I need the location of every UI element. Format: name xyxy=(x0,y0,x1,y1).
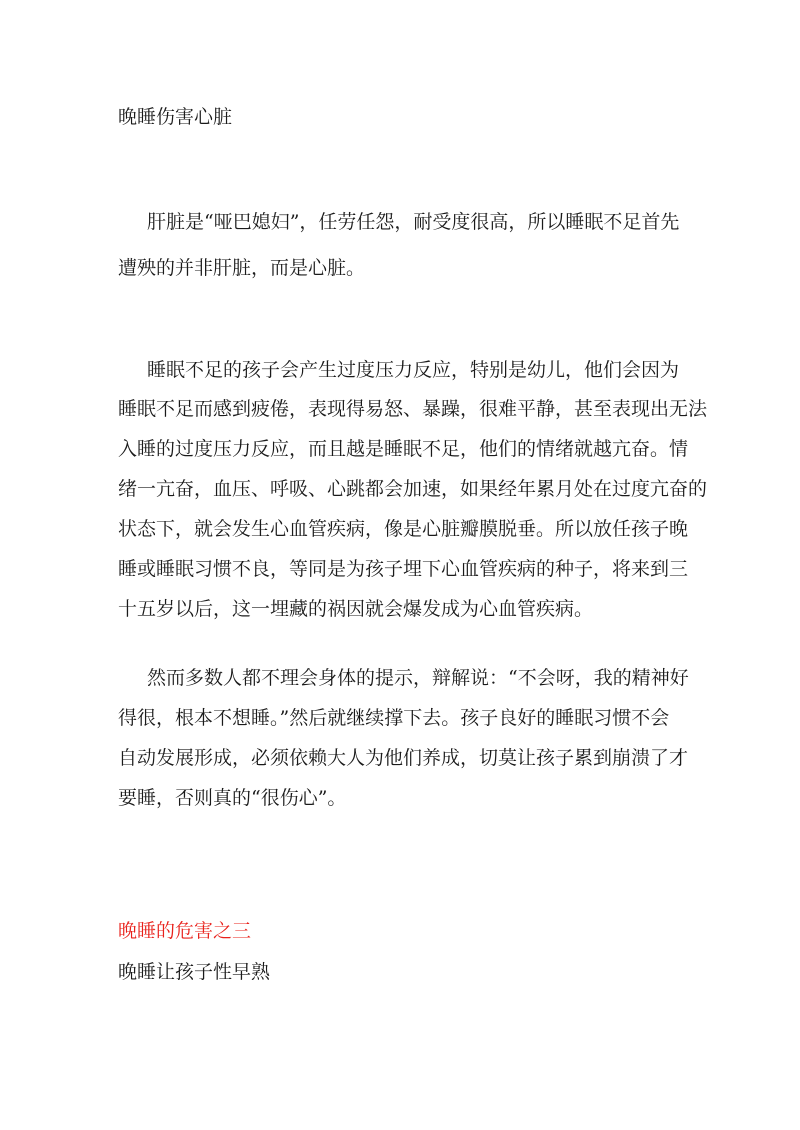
paragraph-line: 得很，根本不想睡。”然后就继续撑下去。孩子良好的睡眠习惯不会 xyxy=(118,707,670,729)
paragraph-line: 睡眠不足的孩子会产生过度压力反应，特别是幼儿，他们会因为 xyxy=(147,359,680,381)
paragraph-line: 十五岁以后，这一埋藏的祸因就会爆发成为心血管疾病。 xyxy=(118,598,594,620)
paragraph-line: 肝脏是“哑巴媳妇”，任劳任怨，耐受度很高，所以睡眠不足首先 xyxy=(147,211,680,233)
paragraph-line: 然而多数人都不理会身体的提示，辩解说：“不会呀，我的精神好 xyxy=(147,667,689,689)
paragraph-line: 要睡，否则真的“很伤心”。 xyxy=(118,787,347,809)
paragraph-line: 自动发展形成，必须依赖大人为他们养成，切莫让孩子累到崩溃了才 xyxy=(118,747,689,769)
paragraph-line: 睡眠不足而感到疲倦，表现得易怒、暴躁，很难平静，甚至表现出无法 xyxy=(118,398,708,420)
subtitle: 晚睡让孩子性早熟 xyxy=(118,961,271,983)
paragraph-line: 睡或睡眠习惯不良，等同是为孩子埋下心血管疾病的种子，将来到三 xyxy=(118,558,689,580)
paragraph-line: 遭殃的并非肝脏，而是心脏。 xyxy=(118,257,366,279)
paragraph-line: 绪一亢奋，血压、呼吸、心跳都会加速，如果经年累月处在过度亢奋的 xyxy=(118,478,708,500)
paragraph-line: 状态下，就会发生心血管疾病，像是心脏瓣膜脱垂。所以放任孩子晚 xyxy=(118,518,689,540)
paragraph-line: 入睡的过度压力反应，而且越是睡眠不足，他们的情绪就越亢奋。情 xyxy=(118,438,689,460)
section-heading: 晚睡的危害之三 xyxy=(118,920,252,942)
section-title: 晚睡伤害心脏 xyxy=(118,106,233,128)
